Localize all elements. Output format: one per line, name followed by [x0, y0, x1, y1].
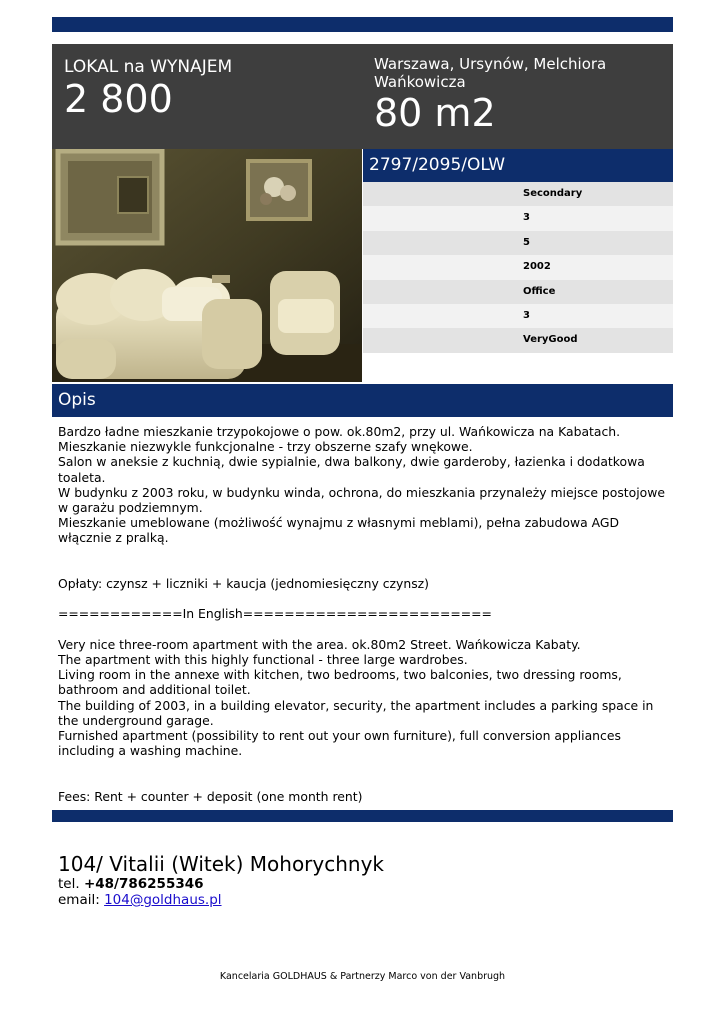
description-heading: Opis [52, 384, 673, 417]
listing-address: Warszawa, Ursynów, Melchiora Wańkowicza [374, 55, 607, 91]
listing-area: 80 m2 [374, 91, 496, 135]
attribute-row: Secondary [363, 182, 673, 206]
attributes-table [363, 182, 673, 353]
attribute-row: VeryGood [363, 328, 673, 352]
listing-price: 2 800 [64, 77, 173, 121]
property-photo [52, 149, 362, 382]
phone-label: tel. [58, 876, 80, 892]
agent-contact [58, 852, 668, 908]
top-accent-bar [52, 17, 673, 32]
bottom-accent-bar [52, 810, 673, 822]
footer-company: Kancelaria GOLDHAUS & Partnerzy Marco von der Vanbrugh [219, 971, 506, 982]
agent-phone[interactable]: +48/786255346 [83, 876, 204, 892]
description-text: Bardzo ładne mieszkanie trzypokojowe o pow. ok.80m2, przy ul. Wańkowicza na Kabatach. Mieszkanie niezwykle funkcjonalne - trzy obszerne szafy wnękowe. Salon w aneksie z kuchnią, dwie sypialnie, dwa balkony, dwie garderoby, łazienka i dodatkowa toaleta. W budynku z 2003 roku, w budynku winda, ochrona, do mieszkania przynależy miejsce postojowe w garażu podziemnym. Mieszkanie umeblowane (możliwość wynajmu z własnymi meblami), pełna zabudowa AGD włącznie z pralką. Opłaty: czynsz + liczniki + kaucja (jednomiesięczny czynsz) ============In English======================== Very nice three-room apartment with the area. ok.80m2 Street. Wańkowicza Kabaty. The apartment with this highly functional - three large wardrobes. Living room in the annexe with kitchen, two bedrooms, two balconies, two dressing rooms, bathroom and additional toilet. The building of 2003, in a building elevator, security, the apartment includes a parking space in the underground garage. Furnished apartment (possibility to rent out your own furniture), full conversion appliances including a washing machine. Fees: Rent + counter + deposit (one month rent) [58, 424, 666, 804]
attribute-row: Office [363, 280, 673, 304]
agent-email-link[interactable]: 104@goldhaus.pl [104, 892, 222, 908]
agent-phone-line [58, 876, 668, 892]
attribute-row: 5 [363, 231, 673, 255]
attribute-row: 3 [363, 206, 673, 230]
listing-location [374, 55, 664, 135]
listing-summary [64, 56, 354, 120]
listing-header [52, 44, 673, 149]
agent-name: 104/ Vitalii (Witek) Mohorychnyk [58, 852, 385, 876]
attribute-row: 3 [363, 304, 673, 328]
attribute-row: 2002 [363, 255, 673, 279]
agent-email-line [58, 892, 668, 908]
living-room-image [52, 149, 362, 382]
listing-reference: 2797/2095/OLW [363, 149, 673, 182]
listing-type: LOKAL na WYNAJEM [64, 57, 233, 77]
email-label: email: [58, 892, 100, 908]
